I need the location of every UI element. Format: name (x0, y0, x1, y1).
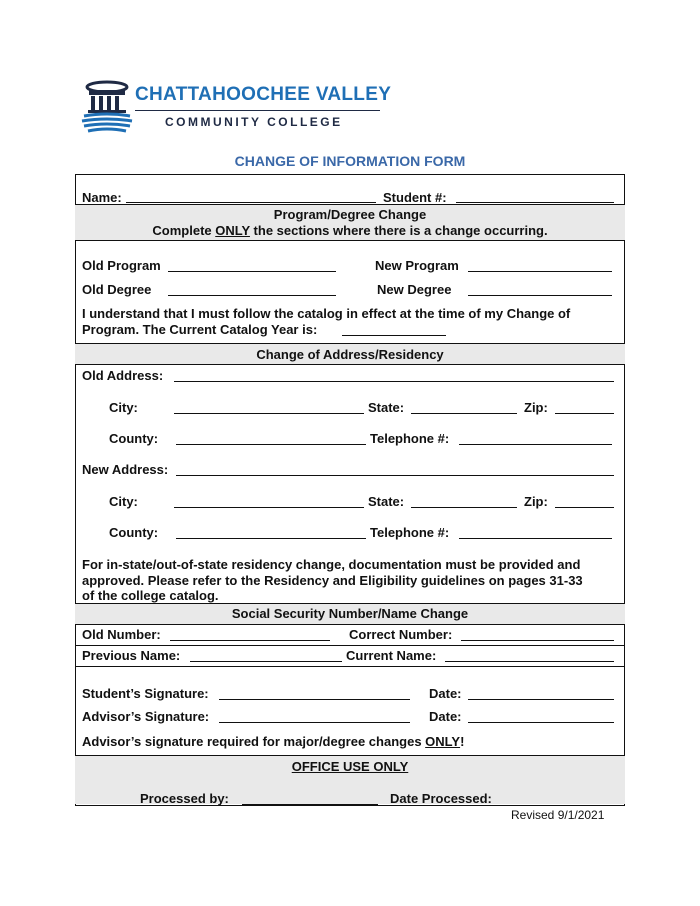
old-address-label: Old Address: (82, 368, 164, 383)
revised-date: Revised 9/1/2021 (511, 808, 605, 822)
divider (75, 240, 625, 241)
note-text: Advisor’s signature required for major/degree changes (82, 734, 426, 749)
residency-text: For in-state/out-of-state residency change, documentation must be provided and (82, 557, 581, 572)
name-field[interactable] (126, 202, 376, 203)
divider (75, 603, 625, 604)
current-name-field[interactable] (445, 661, 614, 662)
advisor-signature-field[interactable] (219, 722, 410, 723)
telephone-label: Telephone #: (370, 431, 450, 446)
city-field[interactable] (174, 507, 364, 508)
city-field[interactable] (174, 413, 364, 414)
building-icon (80, 78, 135, 136)
old-program-label: Old Program (82, 258, 161, 273)
divider (75, 204, 625, 205)
college-logo (80, 78, 135, 136)
city-label: City: (109, 400, 138, 415)
office-heading-text: OFFICE USE ONLY (291, 759, 409, 774)
zip-label: Zip: (524, 494, 548, 509)
instruction-text: Complete (152, 223, 216, 238)
old-degree-field[interactable] (168, 295, 336, 296)
address-heading: Change of Address/Residency (256, 347, 444, 362)
old-address-field[interactable] (174, 381, 614, 382)
county-field[interactable] (176, 444, 366, 445)
previous-name-label: Previous Name: (82, 648, 181, 663)
advisor-date-field[interactable] (468, 722, 614, 723)
county-field[interactable] (176, 538, 366, 539)
state-field[interactable] (411, 413, 517, 414)
note-text: ! (460, 734, 465, 749)
instruction-text: the sections where there is a change occurring. (249, 223, 548, 238)
processed-by-label: Processed by: (140, 791, 229, 806)
student-number-label: Student #: (383, 190, 447, 205)
correct-number-label: Correct Number: (349, 627, 453, 642)
name-label: Name: (82, 190, 122, 205)
new-address-field[interactable] (176, 475, 614, 476)
logo-divider (135, 110, 380, 111)
student-signature-label: Student’s Signature: (82, 686, 209, 701)
college-subname: COMMUNITY COLLEGE (165, 115, 343, 129)
new-program-label: New Program (375, 258, 459, 273)
old-degree-label: Old Degree (82, 282, 152, 297)
program-instruction (75, 223, 625, 238)
zip-field[interactable] (555, 413, 614, 414)
county-label: County: (109, 431, 159, 446)
new-address-label: New Address: (82, 462, 169, 477)
divider (75, 364, 625, 365)
student-date-field[interactable] (468, 699, 614, 700)
date-label: Date: (429, 709, 462, 724)
telephone-field[interactable] (459, 538, 612, 539)
divider (75, 666, 625, 667)
note-only: ONLY (425, 734, 461, 749)
form-title: CHANGE OF INFORMATION FORM (234, 153, 466, 169)
state-label: State: (368, 400, 405, 415)
date-processed-label: Date Processed: (390, 791, 492, 806)
zip-label: Zip: (524, 400, 548, 415)
catalog-text: I understand that I must follow the catalog in effect at the time of my Change of (82, 306, 571, 321)
student-number-field[interactable] (456, 202, 614, 203)
county-label: County: (109, 525, 159, 540)
office-heading (75, 759, 625, 774)
new-degree-label: New Degree (377, 282, 452, 297)
correct-number-field[interactable] (461, 640, 614, 641)
catalog-text: Program. The Current Catalog Year is: (82, 322, 318, 337)
state-field[interactable] (411, 507, 517, 508)
new-degree-field[interactable] (468, 295, 612, 296)
ssn-heading: Social Security Number/Name Change (231, 606, 469, 621)
old-number-label: Old Number: (82, 627, 161, 642)
catalog-year-field[interactable] (342, 335, 446, 336)
city-label: City: (109, 494, 138, 509)
divider (75, 343, 625, 344)
residency-text: approved. Please refer to the Residency and Eligibility guidelines on pages 31-33 (82, 573, 583, 588)
old-program-field[interactable] (168, 271, 336, 272)
zip-field[interactable] (555, 507, 614, 508)
divider (75, 755, 625, 756)
instruction-only: ONLY (215, 223, 250, 238)
telephone-field[interactable] (459, 444, 612, 445)
advisor-signature-label: Advisor’s Signature: (82, 709, 210, 724)
divider (75, 645, 625, 646)
state-label: State: (368, 494, 405, 509)
new-program-field[interactable] (468, 271, 612, 272)
divider (75, 624, 625, 625)
advisor-note (82, 734, 464, 749)
residency-text: of the college catalog. (82, 588, 219, 603)
old-number-field[interactable] (170, 640, 330, 641)
date-label: Date: (429, 686, 462, 701)
college-name: CHATTAHOOCHEE VALLEY (135, 84, 392, 105)
current-name-label: Current Name: (346, 648, 437, 663)
telephone-label: Telephone #: (370, 525, 450, 540)
program-heading: Program/Degree Change (273, 207, 427, 222)
previous-name-field[interactable] (190, 661, 342, 662)
student-signature-field[interactable] (219, 699, 410, 700)
processed-by-field[interactable] (242, 804, 378, 805)
